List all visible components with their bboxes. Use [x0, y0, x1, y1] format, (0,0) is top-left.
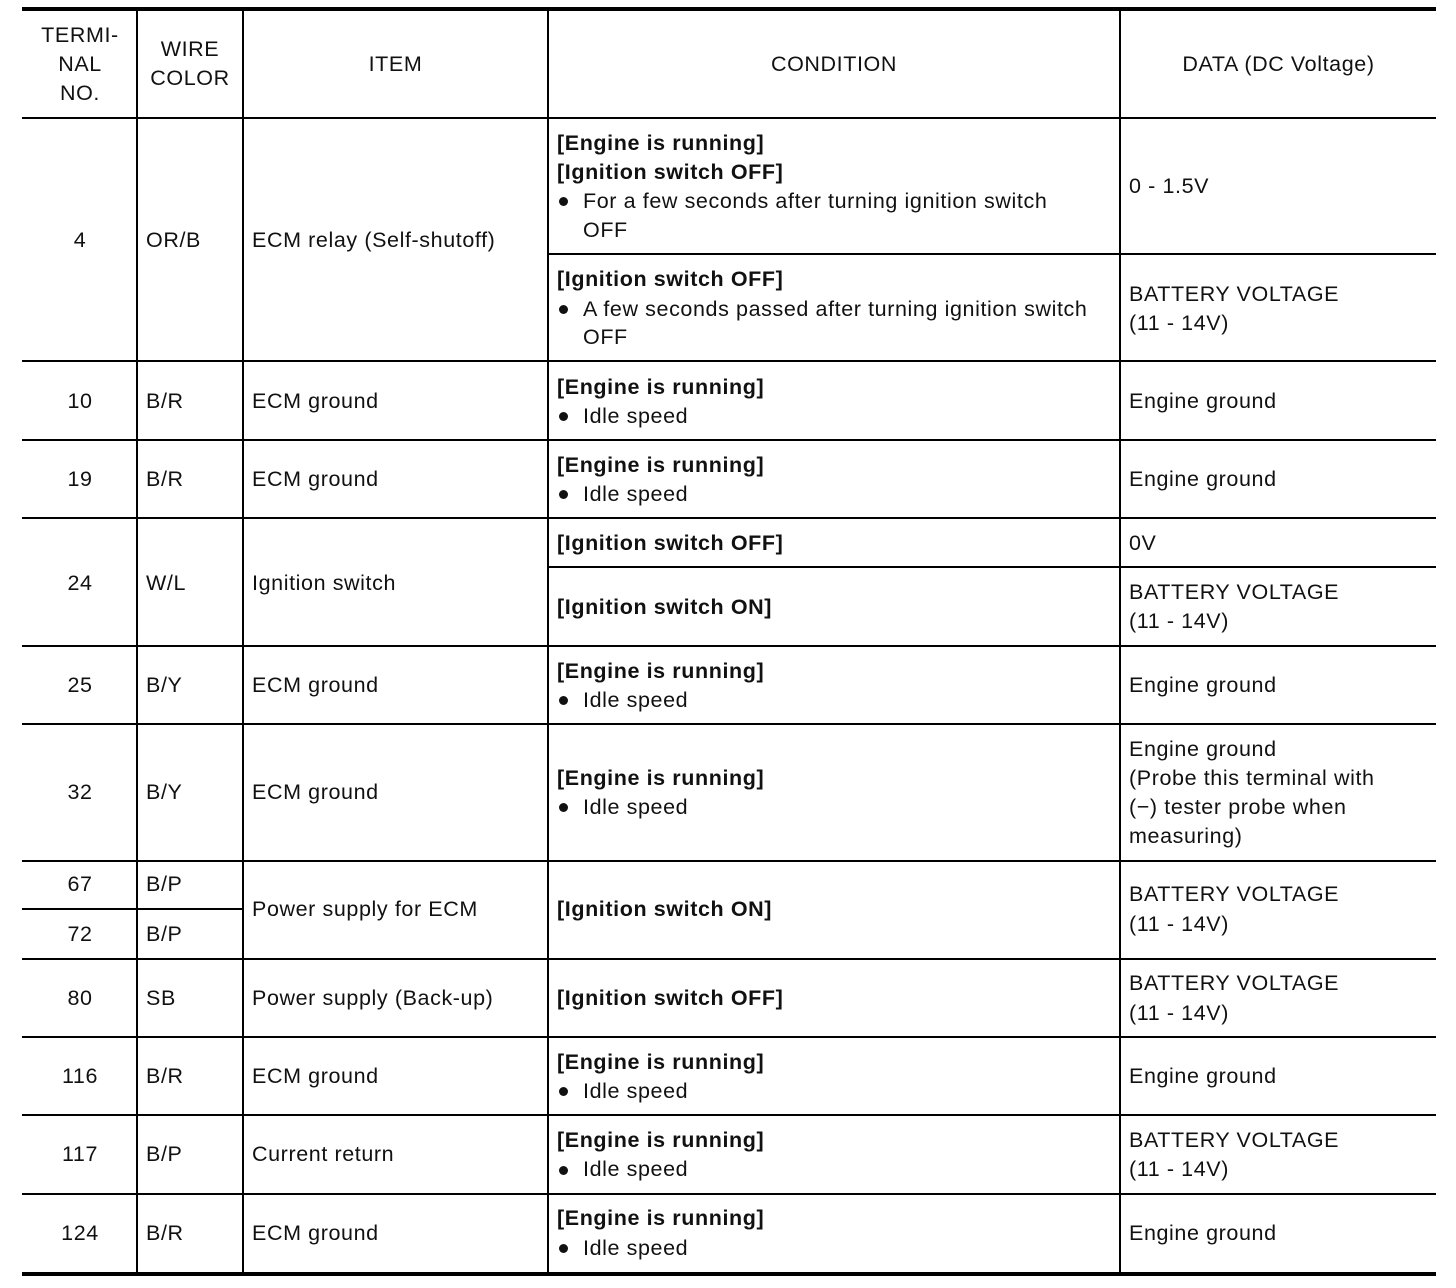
- wire-color: B/Y: [146, 780, 183, 804]
- wire-color: B/R: [146, 1064, 184, 1088]
- wire-color: B/R: [146, 389, 184, 413]
- item: Current return: [252, 1142, 395, 1166]
- wire-color: SB: [146, 986, 176, 1010]
- data-value: Engine ground: [1129, 467, 1277, 491]
- bullet-icon: [559, 1087, 568, 1096]
- terminal-no: 67: [67, 872, 93, 896]
- header-data: DATA (DC Voltage): [1182, 52, 1375, 76]
- data-value: (11 - 14V): [1129, 609, 1229, 633]
- wire-color: B/R: [146, 1221, 184, 1245]
- terminal-no: 32: [67, 780, 93, 804]
- condition-bullet: Idle speed: [583, 1079, 689, 1103]
- bullet-icon: [559, 197, 568, 206]
- item: ECM relay (Self-shutoff): [252, 228, 496, 252]
- condition-heading: [Engine is running]: [557, 1050, 765, 1074]
- condition-bullet: Idle speed: [583, 688, 689, 712]
- data-value: BATTERY VOLTAGE: [1129, 882, 1340, 906]
- header-terminal-line3: NO.: [59, 81, 101, 105]
- rule-r116-bottom: [22, 1114, 1436, 1116]
- rule-r4-bottom: [22, 360, 1436, 362]
- rule-r10-bottom: [22, 439, 1436, 441]
- data-value: Engine ground: [1129, 389, 1277, 413]
- condition-heading: [Engine is running]: [557, 659, 765, 683]
- terminal-no: 25: [67, 673, 93, 697]
- rule-bottom: [22, 1272, 1436, 1276]
- header-wire-line1: WIRE: [160, 37, 220, 61]
- bullet-icon: [559, 696, 568, 705]
- condition-bullet: Idle speed: [583, 404, 689, 428]
- bullet-icon: [559, 305, 568, 314]
- rule-col-condition: [1119, 9, 1121, 1274]
- rule-r67-bottom: [22, 958, 1436, 960]
- bullet-icon: [559, 412, 568, 421]
- terminal-no: 19: [67, 467, 93, 491]
- bullet-icon: [559, 1244, 568, 1253]
- data-value: (Probe this terminal with: [1129, 766, 1375, 790]
- bullet-icon: [559, 490, 568, 499]
- header-terminal-line2: NAL: [58, 52, 102, 76]
- condition-heading: [Ignition switch ON]: [557, 897, 773, 921]
- data-value: Engine ground: [1129, 1221, 1277, 1245]
- data-value: Engine ground: [1129, 673, 1277, 697]
- item: ECM ground: [252, 1221, 379, 1245]
- header-condition: CONDITION: [770, 52, 898, 76]
- condition-bullet: Idle speed: [583, 1157, 689, 1181]
- condition-heading: [Engine is running]: [557, 131, 765, 155]
- condition-heading: [Engine is running]: [557, 453, 765, 477]
- data-value: 0V: [1129, 531, 1157, 555]
- condition-heading: [Ignition switch ON]: [557, 595, 773, 619]
- rule-r24-split: [548, 566, 1436, 568]
- condition-bullet-cont: OFF: [583, 218, 628, 242]
- wire-color: B/P: [146, 1142, 183, 1166]
- condition-heading: [Ignition switch OFF]: [557, 986, 784, 1010]
- condition-bullet: Idle speed: [583, 482, 689, 506]
- terminal-no: 80: [67, 986, 93, 1010]
- data-value: BATTERY VOLTAGE: [1129, 282, 1340, 306]
- condition-bullet-cont: OFF: [583, 325, 628, 349]
- rule-r67-split: [22, 908, 243, 910]
- condition-bullet: A few seconds passed after turning ignition switch: [583, 297, 1088, 321]
- header-terminal-line1: TERMI-: [41, 23, 119, 47]
- rule-r19-bottom: [22, 517, 1436, 519]
- data-value: (11 - 14V): [1129, 912, 1229, 936]
- condition-bullet: Idle speed: [583, 1236, 689, 1260]
- item: ECM ground: [252, 467, 379, 491]
- rule-r80-bottom: [22, 1036, 1436, 1038]
- terminal-no: 116: [61, 1064, 99, 1088]
- terminal-no: 24: [67, 571, 93, 595]
- item: Power supply for ECM: [252, 897, 478, 921]
- rule-col-terminal: [136, 9, 138, 1274]
- data-value: (11 - 14V): [1129, 311, 1229, 335]
- condition-heading: [Engine is running]: [557, 375, 765, 399]
- wire-color: B/P: [146, 872, 183, 896]
- terminal-no: 72: [67, 922, 93, 946]
- wire-color: B/Y: [146, 673, 183, 697]
- rule-top: [22, 7, 1436, 11]
- item: ECM ground: [252, 780, 379, 804]
- data-value: Engine ground: [1129, 737, 1277, 761]
- rule-r32-bottom: [22, 860, 1436, 862]
- wire-color: B/P: [146, 922, 183, 946]
- terminal-no: 4: [73, 228, 87, 252]
- terminal-no: 117: [61, 1142, 99, 1166]
- condition-bullet: Idle speed: [583, 795, 689, 819]
- bullet-icon: [559, 803, 568, 812]
- condition-heading: [Engine is running]: [557, 1206, 765, 1230]
- rule-r4-split: [548, 253, 1436, 255]
- wire-color: OR/B: [146, 228, 201, 252]
- header-wire-line2: COLOR: [150, 66, 230, 90]
- condition-bullet: For a few seconds after turning ignition switch: [583, 189, 1048, 213]
- terminal-no: 10: [67, 389, 93, 413]
- item: ECM ground: [252, 389, 379, 413]
- item: Power supply (Back-up): [252, 986, 494, 1010]
- data-value: (11 - 14V): [1129, 1157, 1229, 1181]
- item: Ignition switch: [252, 571, 397, 595]
- condition-heading: [Ignition switch OFF]: [557, 160, 784, 184]
- rule-r117-bottom: [22, 1193, 1436, 1195]
- rule-r24-bottom: [22, 645, 1436, 647]
- condition-heading: [Ignition switch OFF]: [557, 531, 784, 555]
- header-item: ITEM: [368, 52, 423, 76]
- condition-heading: [Engine is running]: [557, 1128, 765, 1152]
- condition-heading: [Ignition switch OFF]: [557, 267, 784, 291]
- rule-r25-bottom: [22, 723, 1436, 725]
- data-value: BATTERY VOLTAGE: [1129, 971, 1340, 995]
- data-value: (−) tester probe when: [1129, 795, 1347, 819]
- rule-col-wire: [242, 9, 244, 1274]
- data-value: BATTERY VOLTAGE: [1129, 580, 1340, 604]
- wire-color: W/L: [146, 571, 187, 595]
- item: ECM ground: [252, 1064, 379, 1088]
- wire-color: B/R: [146, 467, 184, 491]
- terminal-no: 124: [61, 1221, 99, 1245]
- data-value: measuring): [1129, 824, 1243, 848]
- data-value: BATTERY VOLTAGE: [1129, 1128, 1340, 1152]
- data-value: 0 - 1.5V: [1129, 174, 1210, 198]
- rule-header-bottom: [22, 117, 1436, 119]
- rule-col-item: [547, 9, 549, 1274]
- bullet-icon: [559, 1166, 568, 1175]
- data-value: (11 - 14V): [1129, 1001, 1229, 1025]
- condition-heading: [Engine is running]: [557, 766, 765, 790]
- item: ECM ground: [252, 673, 379, 697]
- data-value: Engine ground: [1129, 1064, 1277, 1088]
